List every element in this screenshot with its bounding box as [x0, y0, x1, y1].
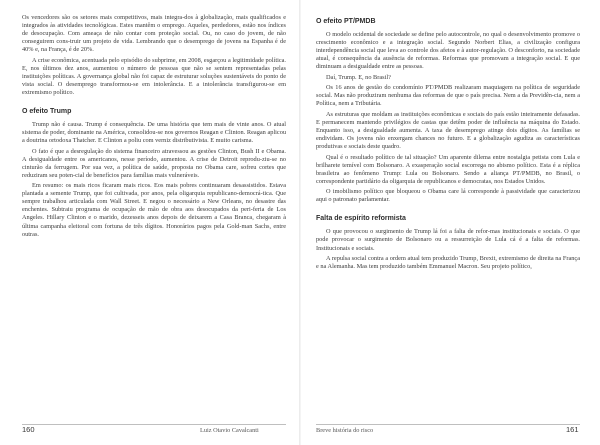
right-page: [316, 14, 580, 274]
paragraph: A crise econômica, acentuada pelo episódio do subprime, em 2008, esgarçou a legitimidade política. E, nos últimos dez anos, aumentou o número de pessoas que não se sentem representadas pelas instituições políticas. A governança global não foi capaz de estruturar soluções sustentáveis do ponto de vista social. O desemprego transformou-se em intolerância. E a intolerância transfigurou-se em extremismo político.: [22, 56, 286, 96]
paragraph: O fato é que a desregulação do sistema financeiro atravessou as gestões Clinton, Bush II e Obama. A desigualdade entre os americanos, nesse período, aumentou. A crise de Detroit reprodu-ziu-se no cinturão da ferrugem. Por sua vez, a política de saúde, proposta no Obama care, sofreu cortes que reduziram seu poten-cial de benefícios para famílias mais vulneráveis.: [22, 147, 286, 179]
page-number: 160: [22, 425, 35, 434]
paragraph: Em resumo: os mais ricos ficaram mais ricos. Eos mais pobres continuaram desassistidos. Estava plantada a semente Trump, que foi cultivada, por anos, pela oligarquia republicano-democrá-tica. Que sempre trabalhou articulada com Wall Street. E negou o necessário a New Orleans, no desastre das enchentes. Subtraiu programa de ocupação de mão de obra aos desocupados da peri-feria de Los Angeles. Hillary Clinton e o marido, dezesseis anos depois de deixarem a Casa Branca, chegaram à última campanha eleitoral com fortuna de três dígitos. Honorários pagos pela Gold-man Sachs, entre outras.: [22, 182, 286, 238]
paragraph: Os vencedores são os setores mais competitivos, mais integra-dos à globalização, mais qualificados e integrados às atividades tecnológicas. Estes mantêm o emprego. Aqueles, perdedores, estão nos índices de desocupação. Com ameaça de não contar com proteção social. Ou, no caso do jovem, de não conseguirem cons-truir um projeto de vida. Lembrando que o desemprego de jovens na Espanha é de 40% e, na França, é de 20%.: [22, 14, 286, 54]
paragraph: Trump não é causa. Trump é consequência. De uma história que tem mais de vinte anos. O atual sistema de poder, dominante na América, consolidou-se nos governos Reagan e Clinton. Reagan aplicou a doutrina ortodoxa Thatcher. E Clinton a poliu com verniz distributivista. E muito carisma.: [22, 120, 286, 145]
footer-rule: [316, 424, 580, 425]
footer-rule: [22, 424, 286, 425]
running-head: Luiz Otavio Cavalcanti: [200, 427, 259, 434]
paragraph: O modelo ocidental de sociedade se define pelo autocontrole, no qual o desenvolvimento promove o crescimento econômico e a integração social. Segundo Norbert Elias, a civilização configura interdependência social que leva ao controle dos afetos e à autor-regulação. O desconforto, na sociedade atual, é consequência da ausência de reformas. Reformas que promovam a integração social. E que diminuam a desigualdade entre as pessoas.: [316, 31, 580, 71]
running-head: Breve história do risco: [316, 427, 374, 434]
paragraph: O imobilismo político que bloqueou o Obama care lá corresponde à passividade que caracterizou aqui o patronato parlamentar.: [316, 188, 580, 204]
section-heading: O efeito PT/PMDB: [316, 18, 376, 25]
paragraph: Daí, Trump. E, no Brasil?: [326, 73, 391, 81]
paragraph: O que provocou o surgimento de Trump lá foi a falta de refor-mas institucionais e sociais. O que pode provocar o surgimento de Bolsonaro ou a ressurreição de Lula cá é a falta de reformas. Institucionais e sociais.: [316, 228, 580, 252]
page-number: 161: [566, 425, 579, 434]
paragraph: Qual é o resultado político de tal situação? Um aparente dilema entre nostalgia petista com Lula e brilharete temível com Bolsonaro. A exasperação social escorrega no abismo político. Esta é a réplica brasileira ao fenômeno Trump: Lula ou Bolsonaro. Sendo a aliança PT/PMDB, no Brasil, o correspondente partidário da oligarquia de republicanos e democratas, nos Estados Unidos.: [316, 153, 580, 185]
paragraph: Os 16 anos de gestão do condomínio PT/PMDB realizaram maquiagem na política de seguridade social. Mas não produziram nenhuma das reformas de que o país precisa. Nem a da Previdên-cia, nem a Política, nem a Tributária.: [316, 84, 580, 108]
gutter: [299, 0, 301, 445]
section-heading: Falta de espírito reformista: [316, 215, 406, 223]
paragraph: As estruturas que moldam as instituições econômicas e sociais do país estão inteiramente defasadas. E permanecem mantendo privilégios de castas que detêm poder de influência na máquina do Estado. Enquanto isso, a desigualdade aumenta. A taxa de desemprego atinge dois dígitos. As famílias se endividam. Os jovens não enxergam chances no futuro. E a globalização agudiza as características produtivas e sociais deste quadro.: [316, 110, 580, 151]
section-heading: O efeito Trump: [22, 107, 72, 115]
left-page: [22, 14, 286, 241]
paragraph: A repulsa social contra a ordem atual tem produzido Trump, Brexit, extremismo de direita na França e na Alemanha. Mas tem produzido também Emmanuel Macron. Seu projeto político,: [316, 255, 580, 271]
